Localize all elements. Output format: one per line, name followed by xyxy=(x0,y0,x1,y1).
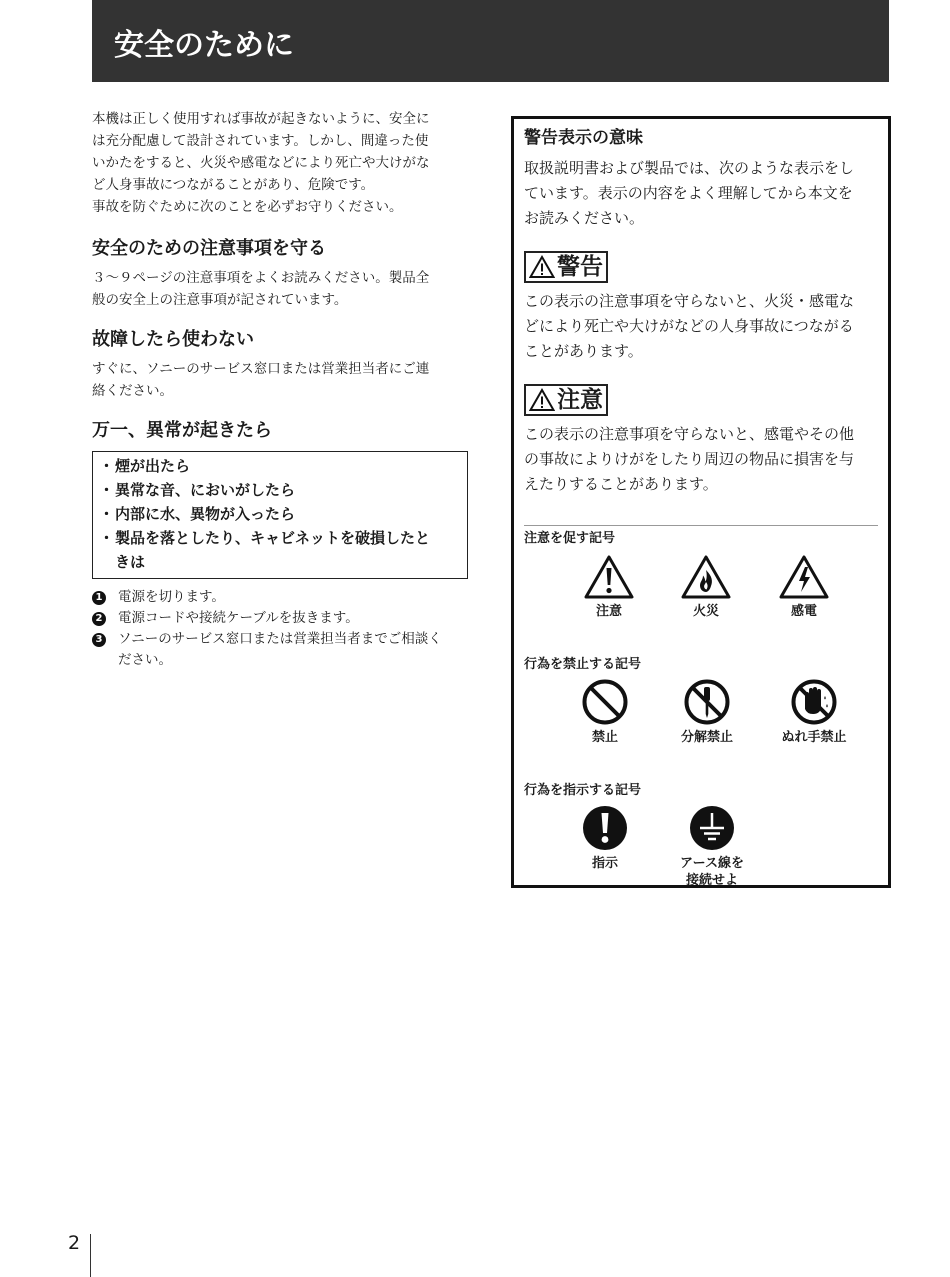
caution-symbols-title: 注意を促す記号 xyxy=(524,531,616,546)
step-line: ソニーのサービス窓口または営業担当者までご相談く xyxy=(118,631,442,647)
intro-line: 取扱説明書および製品では、次のような表示をし xyxy=(524,159,855,177)
symbol-fire xyxy=(651,554,761,620)
prohibit-symbols-title: 行為を禁止する記号 xyxy=(524,657,642,672)
caution-symbols-row xyxy=(524,548,878,640)
caution-icon xyxy=(583,554,635,600)
body-line: すぐに、ソニーのサービス窓口または営業担当者にご連 xyxy=(92,361,430,377)
symbol-label: 禁止 xyxy=(591,730,618,745)
no-wet-hands-icon xyxy=(790,678,838,726)
prohibited-icon xyxy=(581,678,629,726)
intro-line: お読みください。 xyxy=(524,209,645,227)
prohibit-symbols-row xyxy=(524,674,878,766)
warning-description xyxy=(524,289,878,364)
section-body-failure xyxy=(92,358,468,402)
symbol-ground xyxy=(657,804,767,889)
intro-line: 本機は正しく使用すれば事故が起きないように、安全に xyxy=(92,111,430,127)
ground-icon xyxy=(688,804,736,852)
page-title: 安全のために xyxy=(114,28,294,63)
symbol-label: 火災 xyxy=(692,604,719,619)
list-item xyxy=(99,526,461,574)
caution-triangle-icon xyxy=(529,388,555,412)
abnormal-conditions-box xyxy=(92,451,468,579)
list-item-text: 内部に水、異物が入ったら xyxy=(115,505,296,523)
body-line: 般の安全上の注意事項が記されています。 xyxy=(92,292,348,308)
section-heading-failure: 故障したら使わない xyxy=(92,329,254,350)
step-number-badge: 2 xyxy=(92,612,106,626)
warning-label-text: 警告 xyxy=(557,254,603,280)
title-banner xyxy=(92,0,889,82)
description-line: の事故によりけがをしたり周辺の物品に損害を与 xyxy=(524,450,855,468)
mandatory-action-icon xyxy=(581,804,629,852)
description-line: ことがあります。 xyxy=(524,342,643,360)
intro-line: ています。表示の内容をよく理解してから本文を xyxy=(524,184,853,202)
caution-label-text: 注意 xyxy=(557,387,603,413)
symbol-mandatory xyxy=(550,804,660,872)
no-disassembly-icon xyxy=(683,678,731,726)
caution-description xyxy=(524,422,878,497)
warning-symbols-box xyxy=(511,116,891,888)
list-item xyxy=(99,502,461,526)
step-item xyxy=(92,587,468,608)
list-item xyxy=(99,478,461,502)
symbol-label: 指示 xyxy=(591,856,618,871)
description-line: この表示の注意事項を守らないと、火災・感電な xyxy=(524,292,855,310)
page-number: 2 xyxy=(68,1232,81,1254)
page-number-rule xyxy=(90,1234,91,1277)
step-line: ださい。 xyxy=(118,652,172,668)
description-line: どにより死亡や大けがなどの人身事故につながる xyxy=(524,317,854,335)
symbol-caution xyxy=(554,554,664,620)
symbol-label: ぬれ手禁止 xyxy=(781,730,847,745)
action-steps xyxy=(92,587,468,671)
instruct-symbols-row xyxy=(524,800,878,900)
intro-line: いかたをすると、火災や感電などにより死亡や大けがな xyxy=(92,155,430,171)
fire-icon xyxy=(680,554,732,600)
symbol-no-disassembly xyxy=(652,678,762,746)
list-item-line: きは xyxy=(115,553,146,571)
intro-line: は充分配慮して設計されています。しかし、間違った使 xyxy=(92,133,429,149)
list-item-line: 製品を落としたり、キャビネットを破損したと xyxy=(115,529,431,547)
warning-triangle-icon xyxy=(529,255,555,279)
list-item xyxy=(99,454,461,478)
step-number-badge: 3 xyxy=(92,633,106,647)
symbol-label: 注意 xyxy=(595,604,622,619)
description-line: この表示の注意事項を守らないと、感電やその他 xyxy=(524,425,855,443)
section-heading-abnormal: 万一、異常が起きたら xyxy=(92,420,272,441)
bullet: ・ xyxy=(99,505,115,523)
intro-line: ど人身事故につながることがあり、危険です。 xyxy=(92,177,375,193)
caution-label xyxy=(524,384,608,416)
description-line: えたりすることがあります。 xyxy=(524,475,718,493)
step-item xyxy=(92,608,468,629)
symbol-label: 接続せよ xyxy=(685,873,738,888)
symbol-prohibited xyxy=(550,678,660,746)
section-body-observe xyxy=(92,267,468,311)
electric-shock-icon xyxy=(778,554,830,600)
intro-paragraph xyxy=(92,108,468,218)
step-text: 電源コードや接続ケーブルを抜きます。 xyxy=(118,610,359,626)
warning-box-intro xyxy=(524,156,878,231)
bullet: ・ xyxy=(99,457,115,475)
bullet: ・ xyxy=(99,481,115,499)
step-text xyxy=(118,629,442,671)
body-line: ３～９ページの注意事項をよくお読みください。製品全 xyxy=(92,270,430,286)
bullet: ・ xyxy=(99,529,115,547)
list-item-text: 煙が出たら xyxy=(115,457,191,475)
left-column xyxy=(92,108,468,671)
step-item xyxy=(92,629,468,671)
list-item-text xyxy=(115,526,430,574)
step-text: 電源を切ります。 xyxy=(118,589,225,605)
instruct-symbols-title: 行為を指示する記号 xyxy=(524,783,642,798)
symbol-label: アース線を xyxy=(680,856,744,871)
intro-line: 事故を防ぐために次のことを必ずお守りください。 xyxy=(92,199,403,215)
warning-box-heading: 警告表示の意味 xyxy=(524,128,643,148)
body-line: 絡ください。 xyxy=(92,383,173,399)
symbol-no-wet-hands xyxy=(759,678,869,746)
warning-label xyxy=(524,251,608,283)
symbol-electric-shock xyxy=(749,554,859,620)
symbol-label: 感電 xyxy=(790,604,817,619)
symbol-label: 分解禁止 xyxy=(680,730,733,745)
section-heading-observe: 安全のための注意事項を守る xyxy=(92,238,326,259)
list-item-text: 異常な音、においがしたら xyxy=(115,481,296,499)
section-divider xyxy=(524,525,878,526)
step-number-badge: 1 xyxy=(92,591,106,605)
